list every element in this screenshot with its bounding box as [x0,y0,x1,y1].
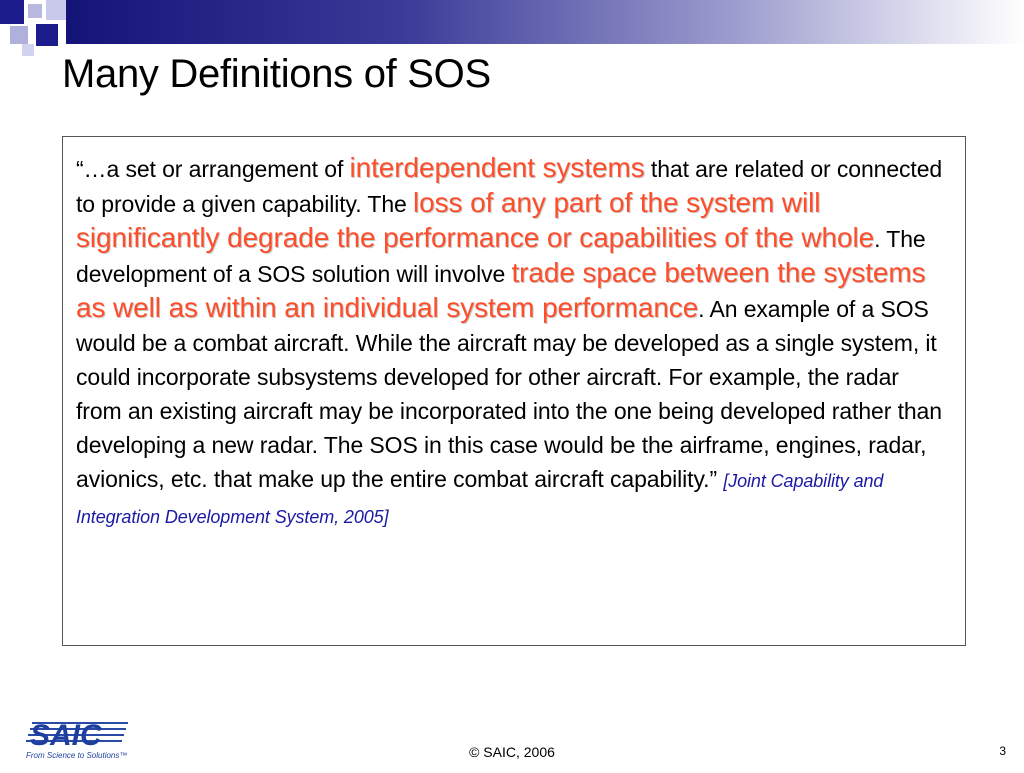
quote-paragraph [76,151,949,534]
decor-square [10,26,28,44]
quote-highlight: loss of any part of the system will significantly degrade the performance or capabilities of the whole [76,187,875,253]
header-gradient-bar [66,0,1024,44]
footer-copyright: © SAIC, 2006 [469,744,555,760]
quote-text-segment: “…a set or arrangement of [76,156,350,182]
decor-square [22,44,34,56]
decor-square [28,4,42,18]
quote-highlight: trade space between the systems as well as within an individual system performance [76,257,926,323]
decor-square [36,24,58,46]
quote-highlight: interdependent systems [349,152,645,183]
quote-text-segment: . The development of a SOS solution will involve [76,226,926,287]
quote-citation: [Joint Capability and Integration Development System, 2005] [76,471,884,527]
page-number: 3 [999,744,1006,758]
quote-text-segment: . An example of a SOS would be a combat aircraft. While the aircraft may be developed as a single system, it could incorporate subsystems developed for other aircraft. For example, the radar from an existing aircraft may be incorporated into the one being developed rather than developing a new radar. The SOS in this case would be the airframe, engines, radar, avionics, etc. that make up the entire combat aircraft capability.” [76,296,942,492]
quote-text-segment: that are related or connected to provide a given capability. The [76,156,943,217]
decor-square [0,0,24,24]
quote-box [62,136,966,646]
decor-square [46,0,66,20]
slide-title: Many Definitions of SOS [62,52,491,96]
logo-tagline: From Science to Solutions™ [26,751,128,760]
logo-wordmark: SAIC [30,719,102,752]
